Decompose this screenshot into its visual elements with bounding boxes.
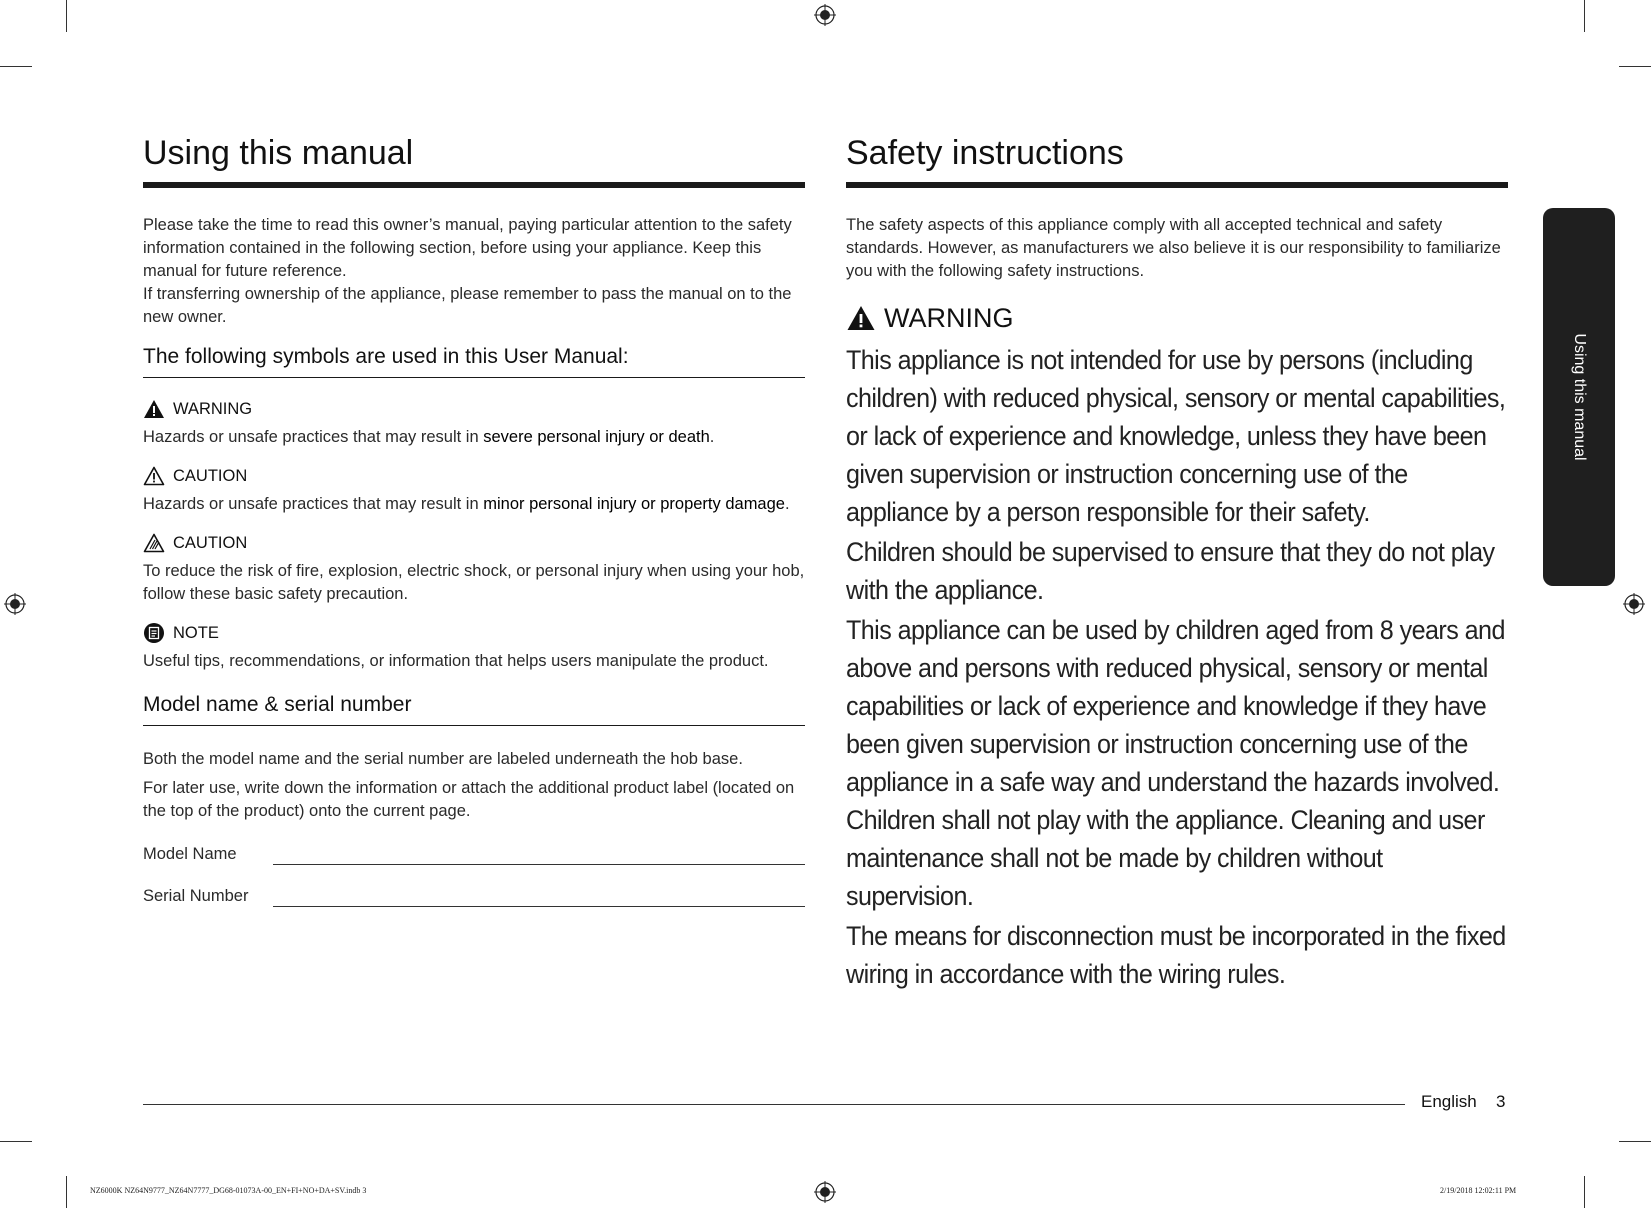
symbol-note xyxy=(143,622,805,673)
symbol-caution xyxy=(143,465,805,516)
warning-triangle-filled-icon xyxy=(143,398,165,420)
symbol-description: Hazards or unsafe practices that may result in minor personal injury or property damage. xyxy=(143,495,790,513)
crop-mark xyxy=(1584,1176,1585,1208)
print-slug-date: 2/19/2018 12:02:11 PM xyxy=(1440,1186,1517,1195)
footer-language: English xyxy=(1421,1092,1477,1111)
crop-mark xyxy=(0,1141,32,1142)
registration-mark-icon xyxy=(1623,593,1645,615)
model-paragraph: Both the model name and the serial number are labeled underneath the hob base. xyxy=(143,750,743,768)
warning-paragraph: The means for disconnection must be incorporated in the fixed wiring in accordance with the wiring rules. xyxy=(846,921,1506,989)
symbol-label: NOTE xyxy=(173,624,219,642)
title-rule xyxy=(143,182,805,188)
serial-number-field[interactable] xyxy=(143,885,805,907)
registration-mark-icon xyxy=(814,4,836,26)
registration-mark-icon xyxy=(4,593,26,615)
symbol-warning xyxy=(143,398,805,449)
model-paragraph: For later use, write down the information or attach the additional product label (located on the top of the product) onto the current page. xyxy=(143,779,795,820)
symbol-label: CAUTION xyxy=(173,467,248,485)
warning-label: WARNING xyxy=(884,303,1014,333)
symbol-description: To reduce the risk of fire, explosion, electric shock, or personal injury when using your hob, follow these basic safety precaution. xyxy=(143,562,805,603)
footer-rule xyxy=(143,1104,1405,1105)
write-in-line[interactable] xyxy=(273,890,805,907)
symbols-heading: The following symbols are used in this User Manual: xyxy=(143,343,805,378)
model-heading: Model name & serial number xyxy=(143,691,805,726)
crop-mark xyxy=(1619,66,1651,67)
safety-intro: The safety aspects of this appliance comply with all accepted technical and safety standards. However, as manufacturers we also believe it is our responsibility to familiarize you with the following safety instructions. xyxy=(846,216,1501,280)
crop-mark xyxy=(0,66,32,67)
symbol-label: WARNING xyxy=(173,400,253,418)
warning-paragraph: Children should be supervised to ensure that they do not play with the appliance. xyxy=(846,537,1495,605)
symbol-description: Useful tips, recommendations, or information that helps users manipulate the product. xyxy=(143,652,769,670)
print-slug-file: NZ6000K NZ64N9777_NZ64N7777_DG68-01073A-00_EN+FI+NO+DA+SV.indb 3 xyxy=(90,1186,367,1195)
page-number: 3 xyxy=(1496,1092,1506,1111)
note-icon xyxy=(143,622,165,644)
safety-instructions-section xyxy=(846,130,1508,993)
chapter-tab xyxy=(1543,208,1615,586)
field-label: Serial Number xyxy=(143,887,249,905)
warning-triangle-filled-icon xyxy=(846,304,876,332)
write-in-line[interactable] xyxy=(273,848,805,865)
warning-paragraph: This appliance can be used by children aged from 8 years and above and persons with reduced physical, sensory or mental capabilities or lack of experience and knowledge if they have been given supervision or instruction concerning use of the appliance in a safe way and understand the hazards involved. Children shall not play with the appliance. Cleaning and user maintenance shall not be made by children without supervision. xyxy=(846,615,1505,911)
registration-mark-icon xyxy=(814,1181,836,1203)
page-title: Using this manual xyxy=(143,134,414,172)
crop-mark xyxy=(1619,1141,1651,1142)
page-title: Safety instructions xyxy=(846,134,1124,172)
symbol-label: CAUTION xyxy=(173,534,248,552)
hob-caution-icon xyxy=(143,532,165,554)
crop-mark xyxy=(66,0,67,32)
symbol-hob-caution xyxy=(143,532,805,606)
title-rule xyxy=(846,182,1508,188)
field-label: Model Name xyxy=(143,845,237,863)
intro-paragraph: If transferring ownership of the appliance, please remember to pass the manual on to the new owner. xyxy=(143,285,792,326)
using-manual-section xyxy=(143,130,805,907)
model-name-field[interactable] xyxy=(143,843,805,865)
chapter-tab-label: Using this manual xyxy=(1571,333,1588,461)
crop-mark xyxy=(1584,0,1585,32)
symbol-description: Hazards or unsafe practices that may result in severe personal injury or death. xyxy=(143,428,715,446)
warning-heading xyxy=(846,301,1508,335)
warning-paragraph: This appliance is not intended for use by persons (including children) with reduced physical, sensory or mental capabilities, or lack of experience and knowledge, unless they have been given supervision or instruction concerning use of the appliance by a person responsible for their safety. xyxy=(846,345,1506,527)
crop-mark xyxy=(66,1176,67,1208)
caution-triangle-outline-icon xyxy=(143,465,165,487)
intro-paragraph: Please take the time to read this owner’s manual, paying particular attention to the safety information contained in the following section, before using your appliance. Keep this manual for future reference. xyxy=(143,216,792,280)
